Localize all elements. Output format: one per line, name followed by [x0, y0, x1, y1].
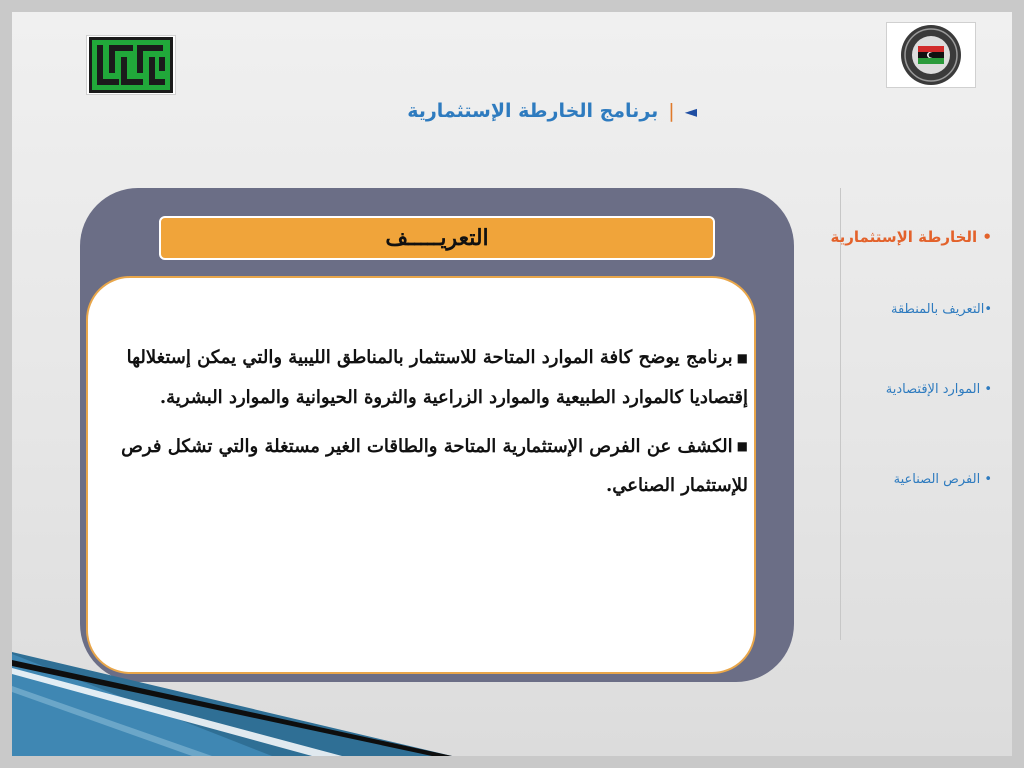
green-calligraphy-logo-icon: [86, 35, 176, 95]
bullet-text: الكشف عن الفرص الإستثمارية المتاحة والطاقات الغير مستغلة والتي تشكل فرص للإستثمار الصناعي.: [121, 435, 748, 496]
ministry-seal-logo-icon: [886, 22, 976, 88]
sidebar-item-industrial-opportunities[interactable]: • الفرص الصناعية: [893, 472, 992, 487]
bullet-item: [116, 338, 748, 417]
sidebar-item-economic-resources[interactable]: • الموارد الإقتصادية: [885, 382, 992, 397]
sidebar-item-region-intro[interactable]: •التعريف بالمنطقة: [890, 302, 992, 317]
slide: [12, 12, 1012, 756]
definition-heading-bar: [159, 216, 715, 260]
square-bullet-icon: ■: [736, 350, 748, 365]
sidebar-divider: [840, 188, 841, 640]
square-bullet-icon: ■: [736, 439, 748, 453]
title-separator: |: [668, 100, 675, 122]
page-title: [372, 96, 697, 126]
bullet-text: برنامج يوضح كافة الموارد المتاحة للاستثمار بالمناطق الليبية والتي يمكن إستغلالها إقتصاديا كالموارد الطبيعية والموارد الزراعية والثروة الحيوانية والموارد البشرية.: [126, 347, 748, 408]
definition-bullets: [116, 338, 748, 515]
sidebar-item-investment-map[interactable]: • الخارطة الإستثمارية: [830, 228, 992, 246]
play-left-arrow-icon: ◄: [684, 101, 697, 121]
bullet-item: [116, 427, 748, 506]
page-title-text: برنامج الخارطة الإستثمارية: [407, 100, 659, 122]
definition-heading: التعريـــــف: [385, 225, 489, 251]
